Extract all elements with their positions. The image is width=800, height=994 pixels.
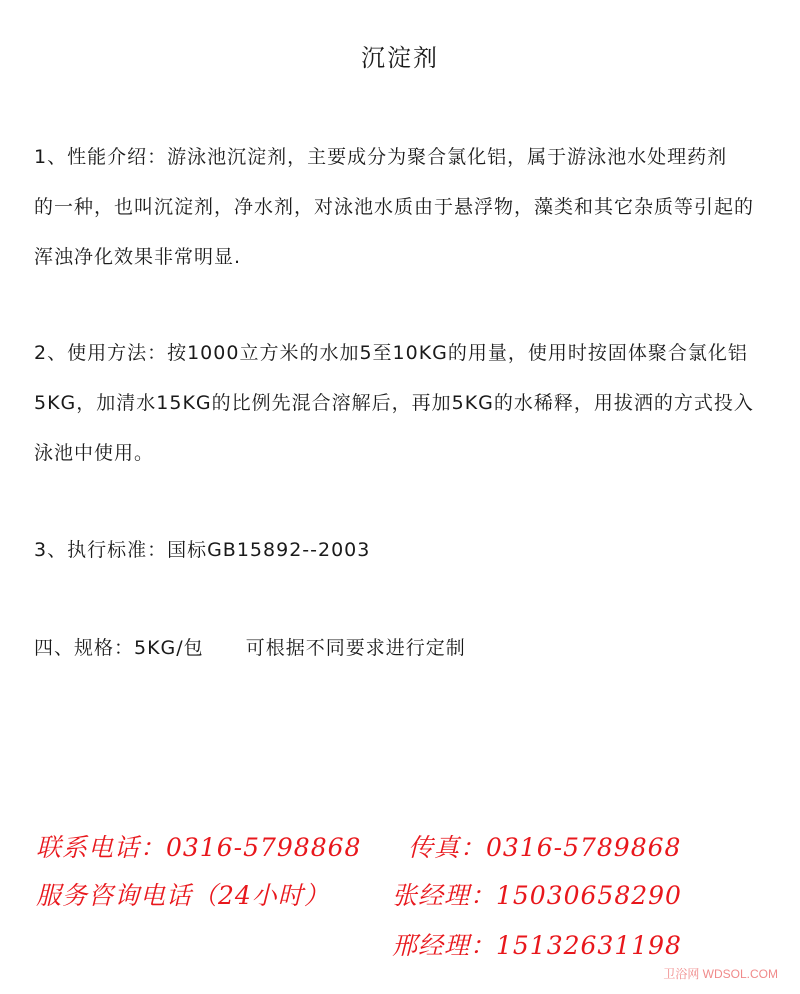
contact-hotline: 服务咨询电话（24小时） — [36, 881, 330, 910]
spec-note: 可根据不同要求进行定制 — [245, 637, 466, 659]
contact-phone: 联系电话：0316-5798868 — [36, 833, 362, 862]
usage-line: 2、使用方法：按1000立方米的水加5至10KG的用量，使用时按固体聚合氯化铝 — [34, 342, 748, 364]
contact-manager-xing: 邢经理：15132631198 — [392, 931, 682, 960]
usage-line: 泳池中使用。 — [34, 442, 155, 464]
page-title: 沉淀剂 — [361, 44, 439, 72]
usage-line: 5KG，加清水15KG的比例先混合溶解后，再加5KG的水稀释，用拔洒的方式投入 — [34, 392, 754, 414]
spec-line — [34, 623, 786, 673]
intro-paragraph — [34, 132, 786, 282]
standard-paragraph — [34, 525, 786, 575]
intro-line: 浑浊净化效果非常明显. — [34, 246, 242, 268]
watermark: 卫浴网 WDSOL.COM — [663, 967, 778, 981]
contact-manager-zhang: 张经理：15030658290 — [392, 881, 682, 910]
usage-paragraph — [34, 328, 786, 478]
spec-paragraph — [34, 623, 786, 673]
standard-text: 3、执行标准：国标GB15892--2003 — [34, 539, 371, 561]
intro-line: 的一种，也叫沉淀剂，净水剂，对泳池水质由于悬浮物，藻类和其它杂质等引起的 — [34, 196, 755, 218]
intro-line: 1、性能介绍：游泳池沉淀剂，主要成分为聚合氯化铝，属于游泳池水处理药剂 — [34, 146, 728, 168]
contact-fax: 传真：0316-5789868 — [408, 833, 682, 862]
spec-text: 四、规格：5KG/包 — [34, 637, 204, 659]
